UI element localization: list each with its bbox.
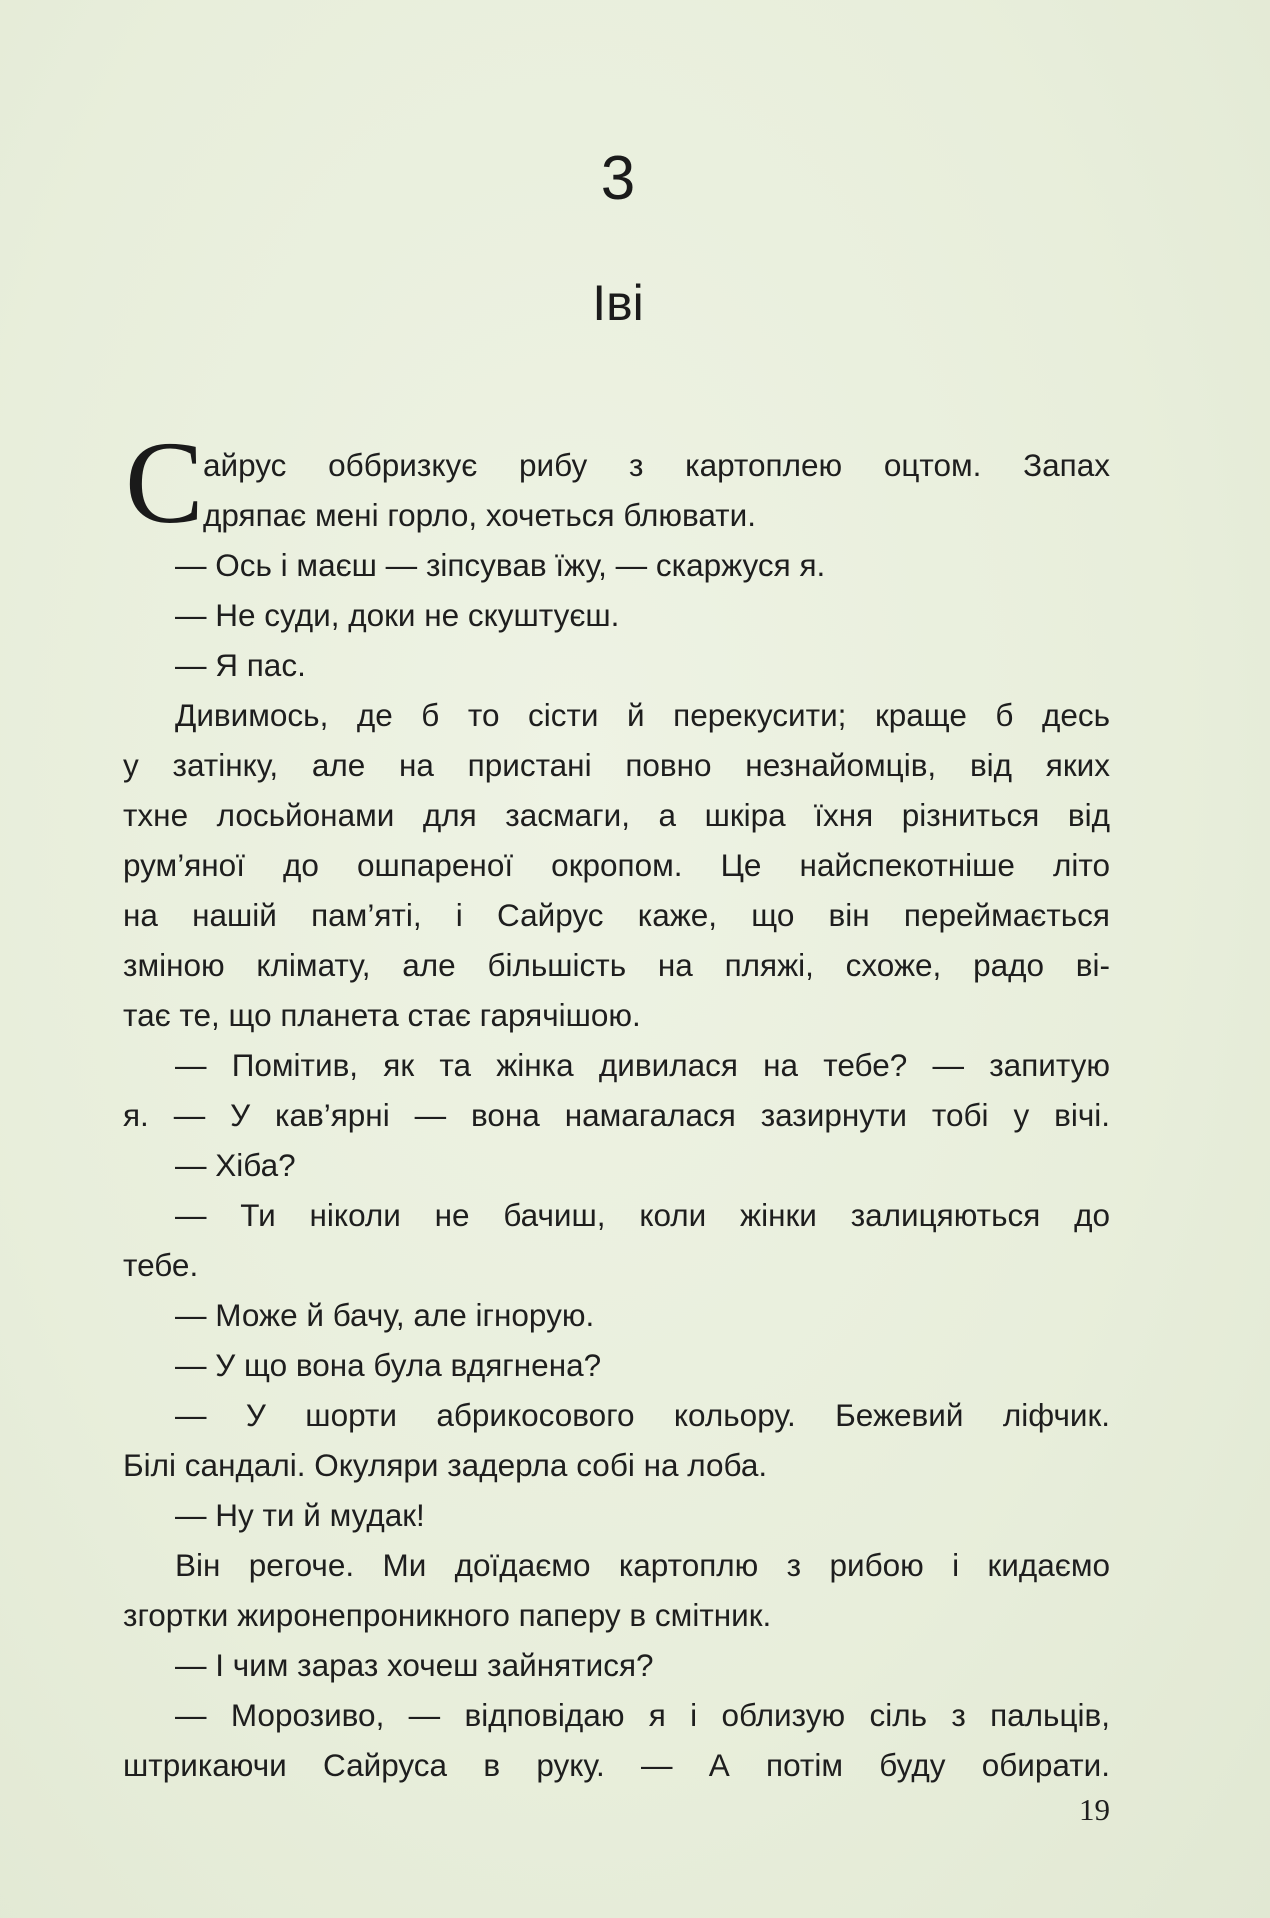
text-line: я. — У кав’ярні — вона намагалася зазирнути тобі у вічі. bbox=[123, 1097, 1110, 1133]
text-line: — Я пас. bbox=[175, 647, 306, 683]
text-line: Він регоче. Ми доїдаємо картоплю з рибою і кидаємо bbox=[175, 1547, 1110, 1583]
text-line: — Може й бачу, але ігнорую. bbox=[175, 1297, 595, 1333]
text-line: тхне лосьйонами для засмаги, а шкіра їхня різниться від bbox=[123, 797, 1110, 833]
text-line: у затінку, але на пристані повно незнайомців, від яких bbox=[123, 747, 1110, 783]
text-line: тає те, що планета стає гарячішою. bbox=[123, 997, 641, 1033]
text-line: — Не суди, доки не скуштуєш. bbox=[175, 597, 620, 633]
text-line: — І чим зараз хочеш зайнятися? bbox=[175, 1647, 654, 1683]
text-line: тебе. bbox=[123, 1247, 199, 1283]
text-line: згортки жиронепроникного паперу в смітник. bbox=[123, 1597, 772, 1633]
text-line: — Хіба? bbox=[175, 1147, 296, 1183]
page-number: 19 bbox=[1079, 1792, 1110, 1827]
text-line: Дивимось, де б то сісти й перекусити; краще б десь bbox=[175, 697, 1110, 733]
text-line: — У шорти абрикосового кольору. Бежевий ліфчик. bbox=[175, 1397, 1110, 1433]
text-line: — У що вона була вдягнена? bbox=[175, 1347, 602, 1383]
text-line: — Ось і маєш — зіпсував їжу, — скаржуся я. bbox=[175, 547, 826, 583]
text-line: рум’яної до ошпареної окропом. Це найспекотніше літо bbox=[123, 847, 1110, 883]
text-line: — Помітив, як та жінка дивилася на тебе? — запитую bbox=[175, 1047, 1110, 1083]
text-line: зміною клімату, але більшість на пляжі, схоже, радо ві- bbox=[123, 947, 1110, 983]
drop-cap: С bbox=[125, 417, 204, 548]
text-line: дряпає мені горло, хочеться блювати. bbox=[203, 497, 756, 533]
body-text bbox=[123, 440, 1110, 1790]
text-line: айрус оббризкує рибу з картоплею оцтом. Запах bbox=[203, 447, 1110, 483]
chapter-number: 3 bbox=[600, 144, 636, 213]
chapter-title: Іві bbox=[592, 275, 644, 331]
text-line: — Морозиво, — відповідаю я і облизую сіль з пальців, bbox=[175, 1697, 1110, 1733]
text-line: — Ти ніколи не бачиш, коли жінки залицяються до bbox=[175, 1197, 1110, 1233]
text-line: на нашій пам’яті, і Сайрус каже, що він переймається bbox=[123, 897, 1110, 933]
text-line: штрикаючи Сайруса в руку. — А потім буду обирати. bbox=[123, 1747, 1110, 1783]
text-line: — Ну ти й мудак! bbox=[175, 1497, 425, 1533]
text-line: Білі сандалі. Окуляри задерла собі на лоба. bbox=[123, 1447, 768, 1483]
